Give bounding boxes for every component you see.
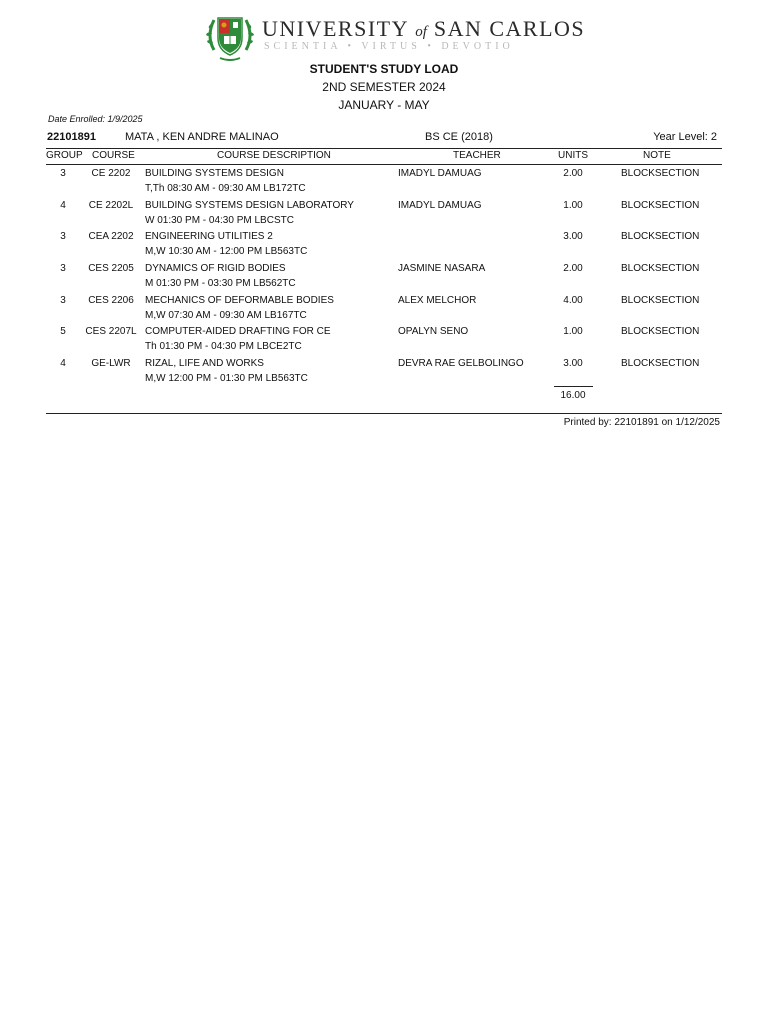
cell-group: 5 [60,326,66,338]
column-header-group: GROUP [46,150,83,161]
cell-course: CES 2207L [85,326,137,338]
semester-label: 2ND SEMESTER 2024 [322,80,446,94]
cell-course: CES 2206 [88,294,134,306]
cell-description: ENGINEERING UTILITIES 2 [145,231,273,243]
course-table-body [0,166,768,388]
cell-schedule: M,W 10:30 AM - 12:00 PM LB563TC [145,246,308,258]
cell-group: 3 [60,294,66,306]
printed-by: Printed by: 22101891 on 1/12/2025 [563,417,720,428]
divider-bottom [46,413,722,414]
cell-teacher: ALEX MELCHOR [398,294,477,306]
cell-course: CE 2202 [91,168,131,179]
cell-teacher: DEVRA RAE GELBOLINGO [398,358,524,370]
period-label: JANUARY - MAY [338,98,430,112]
table-row [0,229,768,261]
cell-units: 1.00 [563,199,583,211]
table-row [0,356,768,388]
cell-description: MECHANICS OF DEFORMABLE BODIES [145,294,334,306]
units-sum-line [554,386,593,387]
cell-group: 3 [60,168,66,179]
table-row [0,166,768,198]
cell-note: BLOCKSECTION [621,263,700,275]
student-name: MATA , KEN ANDRE MALINAO [125,131,279,143]
cell-group: 3 [60,263,66,275]
table-row [0,324,768,356]
total-units: 16.00 [560,390,586,401]
cell-group: 3 [60,231,66,243]
cell-description: RIZAL, LIFE AND WORKS [145,358,264,370]
cell-course: CEA 2202 [88,231,134,243]
column-header-units: UNITS [558,150,588,161]
cell-schedule: T,Th 08:30 AM - 09:30 AM LB172TC [145,183,306,194]
cell-note: BLOCKSECTION [621,358,700,370]
cell-schedule: M 01:30 PM - 03:30 PM LB562TC [145,278,296,290]
cell-schedule: M,W 12:00 PM - 01:30 PM LB563TC [145,373,308,385]
table-row [0,261,768,293]
cell-course: GE-LWR [91,358,131,370]
university-name-of: of [415,24,427,40]
student-id: 22101891 [47,131,96,143]
cell-schedule: W 01:30 PM - 04:30 PM LBCSTC [145,214,294,226]
cell-description: BUILDING SYSTEMS DESIGN [145,168,284,179]
cell-course: CES 2205 [88,263,134,275]
student-info-row [47,131,721,147]
column-header-description: COURSE DESCRIPTION [217,150,331,161]
cell-schedule: M,W 07:30 AM - 09:30 AM LB167TC [145,309,307,321]
university-motto: SCIENTIA • VIRTUS • DEVOTIO [264,41,514,52]
column-header-note: NOTE [643,150,671,161]
cell-course: CE 2202L [88,199,134,211]
cell-units: 3.00 [563,231,583,243]
cell-units: 1.00 [563,326,583,338]
cell-note: BLOCKSECTION [621,326,700,338]
cell-schedule: Th 01:30 PM - 04:30 PM LBCE2TC [145,341,302,353]
cell-teacher: JASMINE NASARA [398,263,486,275]
student-program: BS CE (2018) [425,131,493,143]
table-row [0,198,768,230]
cell-teacher: IMADYL DAMUAG [398,168,482,179]
cell-units: 2.00 [563,168,583,179]
cell-description: DYNAMICS OF RIGID BODIES [145,263,286,275]
cell-units: 3.00 [563,358,583,370]
student-year-level: Year Level: 2 [653,131,717,143]
cell-note: BLOCKSECTION [621,294,700,306]
university-seal-icon [204,10,256,62]
divider-top [46,148,722,149]
cell-group: 4 [60,358,66,370]
divider-header [46,164,722,165]
cell-note: BLOCKSECTION [621,199,700,211]
column-header-teacher: TEACHER [453,150,501,161]
document-title: STUDENT'S STUDY LOAD [309,62,459,76]
cell-description: COMPUTER-AIDED DRAFTING FOR CE [145,326,331,338]
university-name-left: UNIVERSITY [262,16,409,41]
cell-units: 2.00 [563,263,583,275]
column-header-course: COURSE [92,150,135,161]
date-enrolled: Date Enrolled: 1/9/2025 [48,114,143,124]
university-name-right: SAN CARLOS [433,16,586,41]
cell-group: 4 [60,199,66,211]
university-name [262,16,585,42]
cell-description: BUILDING SYSTEMS DESIGN LABORATORY [145,199,354,211]
cell-teacher: IMADYL DAMUAG [398,199,482,211]
table-row [0,293,768,325]
cell-teacher: OPALYN SENO [398,326,469,338]
cell-note: BLOCKSECTION [621,168,700,179]
cell-note: BLOCKSECTION [621,231,700,243]
cell-units: 4.00 [563,294,583,306]
university-header [204,8,586,62]
